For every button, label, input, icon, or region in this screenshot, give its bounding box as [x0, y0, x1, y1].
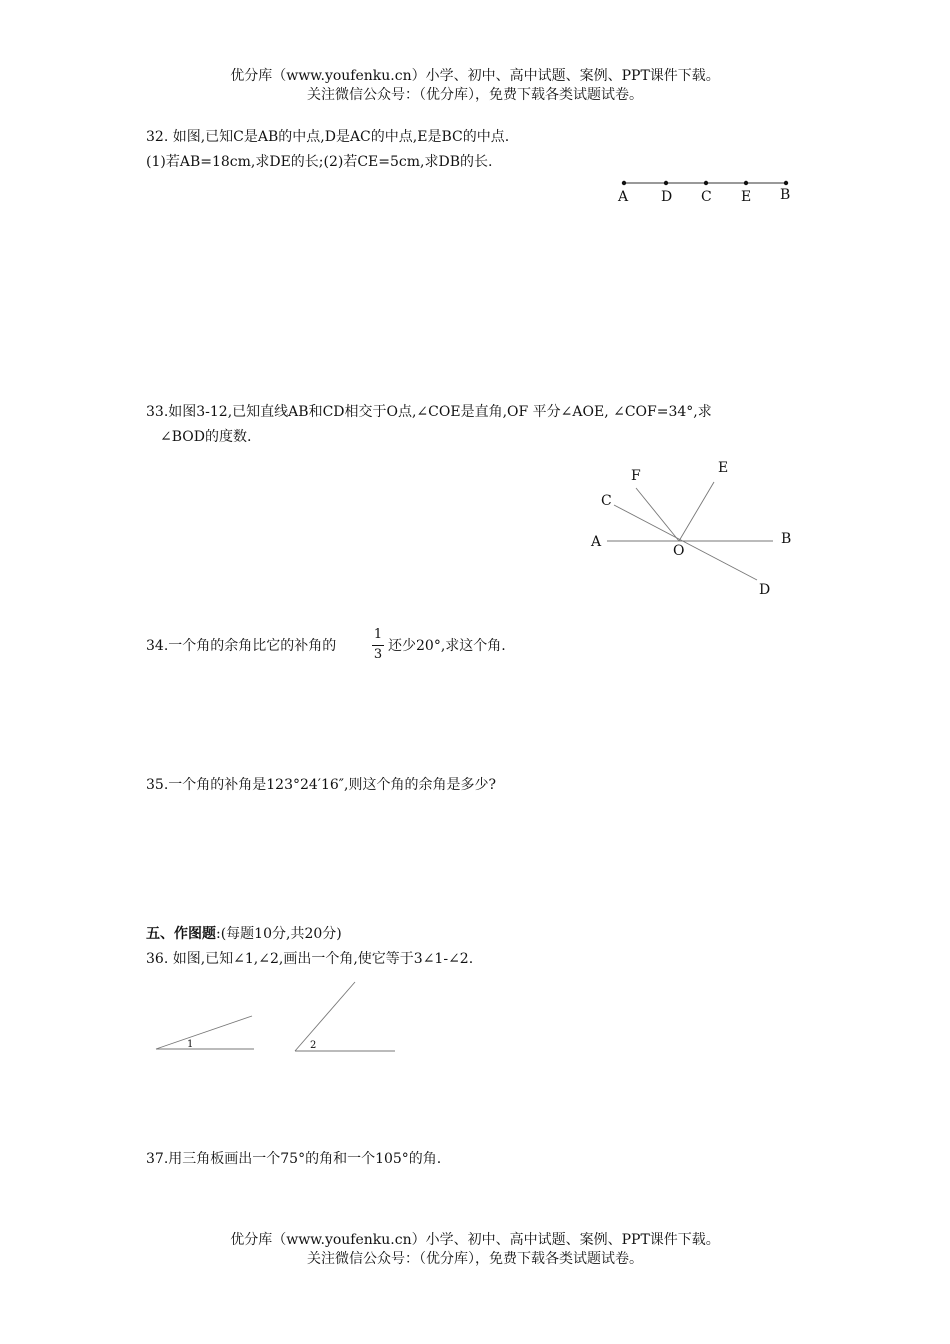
q33-line-1: 33.如图3-12,已知直线AB和CD相交于O点,∠COE是直角,OF 平分∠AOE, ∠COF=34°,求 [146, 404, 712, 420]
q34-fraction-numerator: 1 [373, 627, 383, 642]
q32-line-2: (1)若AB=18cm,求DE的长;(2)若CE=5cm,求DB的长. [146, 154, 493, 170]
angle2-label: 2 [310, 1040, 317, 1051]
label-o: O [673, 543, 685, 559]
q37-text: 37.用三角板画出一个75°的角和一个105°的角. [146, 1151, 442, 1167]
label-a: A [618, 189, 629, 205]
label-c: C [701, 189, 712, 205]
label-c: C [601, 493, 612, 509]
label-b: B [781, 531, 792, 547]
angle1-label: 1 [187, 1039, 194, 1050]
q34-fraction-denominator: 3 [373, 647, 383, 662]
label-f: F [631, 468, 641, 484]
label-e: E [718, 460, 729, 476]
q32-line-1: 32. 如图,已知C是AB的中点,D是AC的中点,E是BC的中点. [146, 129, 510, 145]
q34-prefix: 34.一个角的余角比它的补角的 [146, 638, 337, 654]
footer-line-2: 关注微信公众号：（优分库），免费下载各类试题试卷。 [307, 1251, 643, 1267]
q35-text: 35.一个角的补角是123°24′16″,则这个角的余角是多少? [146, 777, 496, 793]
footer-line-1: 优分库（www.youfenku.cn）小学、初中、高中试题、案例、PPT课件下载。 [230, 1232, 720, 1248]
angle2-arm [295, 982, 355, 1051]
label-a: A [591, 534, 602, 550]
q33-line-2: ∠BOD的度数. [160, 429, 252, 445]
section-5-title: 五、作图题 [146, 926, 216, 942]
label-d: D [759, 582, 771, 598]
header-line-2: 关注微信公众号：（优分库），免费下载各类试题试卷。 [307, 87, 643, 103]
label-b: B [780, 187, 791, 203]
angle1-arm [156, 1016, 252, 1049]
label-e: E [741, 189, 752, 205]
section-5-note: :(每题10分,共20分) [216, 926, 342, 942]
label-d: D [661, 189, 673, 205]
q36-text: 36. 如图,已知∠1,∠2,画出一个角,使它等于3∠1-∠2. [146, 951, 474, 967]
q34-suffix: 还少20°,求这个角. [388, 638, 506, 654]
header-line-1: 优分库（www.youfenku.cn）小学、初中、高中试题、案例、PPT课件下载。 [230, 68, 720, 84]
